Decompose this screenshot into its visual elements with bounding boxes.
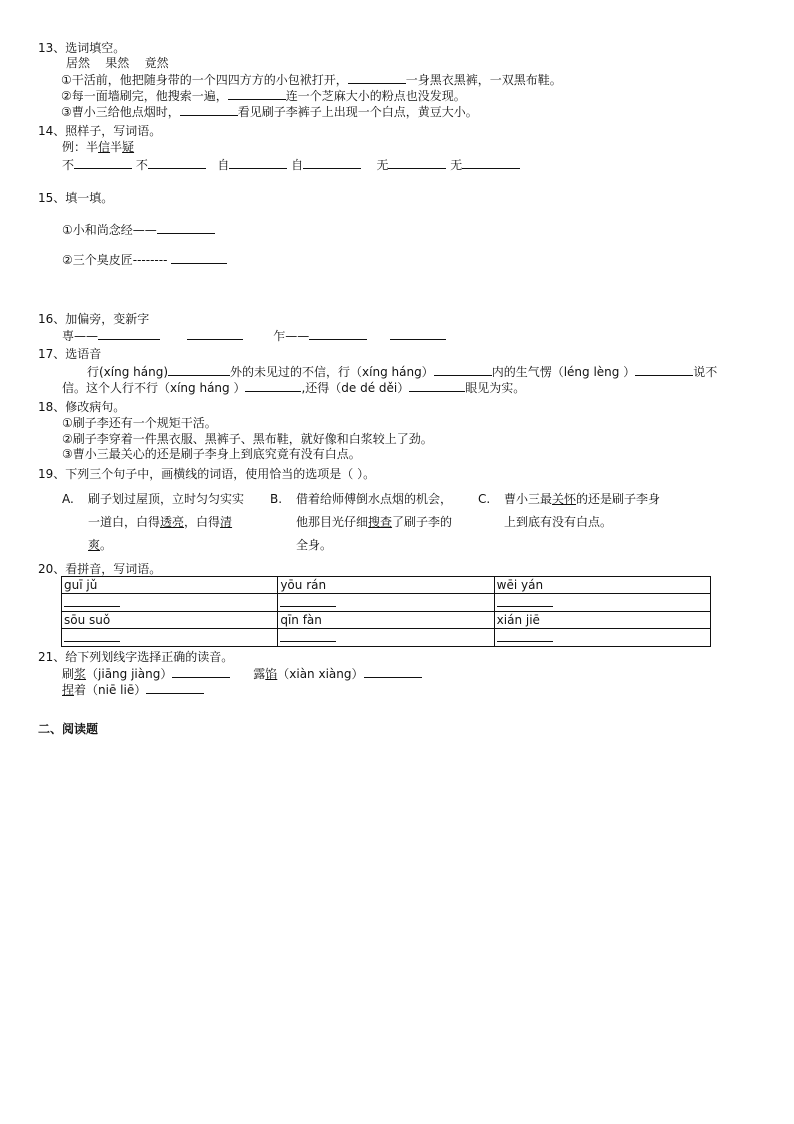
answer-cell[interactable] <box>62 594 278 612</box>
option-line: 上到底有没有白点。 <box>504 515 613 529</box>
option-text <box>296 488 452 557</box>
option-line-text: 的还是刷子李身 <box>576 492 661 506</box>
answer-blank[interactable] <box>245 379 301 392</box>
underlined-char: 馅 <box>265 667 278 681</box>
answer-blank[interactable] <box>497 629 553 642</box>
answer-blank[interactable] <box>390 327 446 340</box>
q14-example-text: 例：半 <box>62 140 99 154</box>
pinyin-cell: xián jiē <box>494 612 710 629</box>
q17-text: ,还得（de dé děi） <box>301 381 410 395</box>
option-line <box>88 534 244 557</box>
underlined-word: 搜查 <box>368 515 393 529</box>
q14-char: 不 <box>135 158 148 172</box>
q18-item: ③曹小三最关心的还是刷子李身上到底究竟有没有白点。 <box>62 447 361 461</box>
answer-blank[interactable] <box>364 665 422 678</box>
q17-text: 信。这个人行不行（xíng háng ） <box>62 381 246 395</box>
q15-item-text: ①小和尚念经—— <box>62 223 157 237</box>
underlined-word: 透亮 <box>160 515 185 529</box>
q21-text: （jiāng jiàng） <box>86 667 173 681</box>
answer-blank[interactable] <box>635 363 693 376</box>
q14-example-underlined: 疑 <box>122 140 135 154</box>
q13-item-2 <box>61 87 466 104</box>
option-line: 借着给师傅倒水点烟的机会， <box>296 492 453 506</box>
option-line-text: ，白得 <box>184 515 221 529</box>
q18-item: ①刷子李还有一个规矩干活。 <box>62 416 217 430</box>
q13-choice: 果然 <box>105 56 130 70</box>
answer-blank[interactable] <box>157 221 215 234</box>
q17-text: 说不 <box>693 365 718 379</box>
q20-title: 20、看拼音，写词语。 <box>38 562 162 576</box>
q21-text: 刷 <box>62 667 75 681</box>
section-title-reading: 二、阅读题 <box>38 722 99 736</box>
option-line: 全身。 <box>296 538 333 552</box>
q17-text: 外的未见过的不信，行（xíng háng） <box>230 365 434 379</box>
q14-answers <box>62 156 520 173</box>
answer-blank[interactable] <box>171 251 227 264</box>
q13-choice: 竟然 <box>144 56 169 70</box>
q13-item-text: 看见刷子李裤子上出现一个白点，黄豆大小。 <box>237 105 478 119</box>
q19-option-c[interactable] <box>478 488 708 538</box>
q18-item: ②刷子李穿着一件黑衣服、黑裤子、黑布鞋，就好像和白浆较上了劲。 <box>62 432 433 446</box>
q15-item-text: ②三个臭皮匠-------- <box>62 253 168 267</box>
pinyin-cell: guī jǔ <box>62 577 278 594</box>
q21-text: 着（niē liē） <box>74 683 147 697</box>
option-line <box>504 488 660 511</box>
q13-item-text: ③曹小三给他点烟时， <box>61 105 180 119</box>
option-line <box>88 511 244 534</box>
option-text <box>88 488 244 557</box>
table-row <box>62 594 711 612</box>
pinyin-cell: yōu rán <box>278 577 494 594</box>
q14-char: 自 <box>291 158 304 172</box>
answer-blank[interactable] <box>497 594 553 607</box>
option-line-text: 了刷子李的 <box>392 515 453 529</box>
q13-choice: 居然 <box>66 56 91 70</box>
underlined-word: 清 <box>220 515 233 529</box>
answer-blank[interactable] <box>388 156 446 169</box>
q15-title: 15、填一填。 <box>38 191 114 205</box>
pinyin-cell: sōu suǒ <box>62 612 278 629</box>
q21-line-2 <box>62 681 204 698</box>
q13-choices <box>66 55 169 71</box>
answer-blank[interactable] <box>146 681 204 694</box>
answer-blank[interactable] <box>280 629 336 642</box>
option-letter: B. <box>270 492 283 506</box>
q13-item-3 <box>61 103 478 120</box>
q19-option-b[interactable] <box>270 488 470 558</box>
q14-char: 无 <box>450 158 463 172</box>
q13-item-text: 一身黑衣黑裤，一双黑布鞋。 <box>405 73 562 87</box>
q14-char: 无 <box>376 158 389 172</box>
answer-blank[interactable] <box>64 629 120 642</box>
q16-char: 乍—— <box>273 329 310 343</box>
pinyin-cell: wēi yán <box>494 577 710 594</box>
answer-blank[interactable] <box>64 594 120 607</box>
answer-blank[interactable] <box>187 327 243 340</box>
q14-title: 14、照样子，写词语。 <box>38 124 162 138</box>
underlined-char: 浆 <box>74 667 87 681</box>
q21-line-1 <box>62 665 422 682</box>
answer-blank[interactable] <box>229 156 287 169</box>
q15-item-1 <box>62 221 215 238</box>
answer-blank[interactable] <box>462 156 520 169</box>
answer-blank[interactable] <box>348 71 406 84</box>
option-line <box>296 511 452 534</box>
q14-example-text: 半 <box>110 140 123 154</box>
answer-blank[interactable] <box>228 87 286 100</box>
answer-blank[interactable] <box>74 156 132 169</box>
q21-text: （xiàn xiàng） <box>277 667 364 681</box>
option-letter: A. <box>62 492 74 506</box>
q19-option-a[interactable] <box>62 488 262 558</box>
answer-blank[interactable] <box>148 156 206 169</box>
q14-char: 不 <box>62 158 75 172</box>
table-row <box>62 612 711 629</box>
table-row <box>62 629 711 647</box>
q17-text: 行(xíng háng) <box>87 365 169 379</box>
q17-text: 眼见为实。 <box>465 381 526 395</box>
q16-answers <box>62 327 446 344</box>
underlined-word: 爽 <box>88 538 101 552</box>
table-row <box>62 577 711 594</box>
option-letter: C. <box>478 492 491 506</box>
answer-blank[interactable] <box>280 594 336 607</box>
pinyin-cell: qīn fàn <box>278 612 494 629</box>
q14-example-underlined: 信 <box>98 140 111 154</box>
answer-blank[interactable] <box>409 379 465 392</box>
option-line-text: 他那目光仔细 <box>296 515 369 529</box>
q16-title: 16、加偏旁，变新字 <box>38 312 150 326</box>
option-line: 刷子划过屋顶，立时匀匀实实 <box>88 492 245 506</box>
answer-blank[interactable] <box>303 156 361 169</box>
q17-title: 17、选语音 <box>38 347 102 361</box>
underlined-char: 捏 <box>62 683 75 697</box>
answer-blank[interactable] <box>172 665 230 678</box>
answer-blank[interactable] <box>434 363 492 376</box>
q13-item-text: 连一个芝麻大小的粉点也没发现。 <box>285 89 466 103</box>
q17-line-2 <box>62 379 525 396</box>
answer-blank[interactable] <box>98 327 160 340</box>
option-text <box>504 488 660 534</box>
q17-text: 内的生气愣（léng lèng ） <box>491 365 636 379</box>
q21-title: 21、给下列划线字选择正确的读音。 <box>38 650 234 664</box>
answer-blank[interactable] <box>309 327 367 340</box>
q14-example <box>62 139 134 155</box>
option-line-text: 曹小三最 <box>504 492 553 506</box>
option-line-text: 一道白，白得 <box>88 515 161 529</box>
answer-cell[interactable] <box>494 594 710 612</box>
q19-title: 19、下列三个句子中，画横线的词语，使用恰当的选项是（ ）。 <box>38 467 376 481</box>
answer-cell[interactable] <box>278 629 494 647</box>
q14-char: 自 <box>217 158 230 172</box>
q17-line-1 <box>87 363 717 380</box>
q16-char: 専—— <box>62 329 99 343</box>
underlined-word: 关怀 <box>552 492 577 506</box>
q13-item-1 <box>61 71 562 88</box>
option-line-text: 。 <box>100 538 113 552</box>
q21-text: 露 <box>253 667 266 681</box>
q13-item-text: ①干活前，他把随身带的一个四四方方的小包袱打开， <box>61 73 348 87</box>
answer-blank[interactable] <box>180 103 238 116</box>
pinyin-table <box>61 576 711 647</box>
answer-cell[interactable] <box>494 629 710 647</box>
answer-cell[interactable] <box>278 594 494 612</box>
q18-title: 18、修改病句。 <box>38 400 126 414</box>
q15-item-2 <box>62 251 227 268</box>
q13-title: 13、选词填空。 <box>38 41 126 55</box>
answer-blank[interactable] <box>168 363 230 376</box>
q13-item-text: ②每一面墙刷完，他搜索一遍， <box>61 89 228 103</box>
answer-cell[interactable] <box>62 629 278 647</box>
